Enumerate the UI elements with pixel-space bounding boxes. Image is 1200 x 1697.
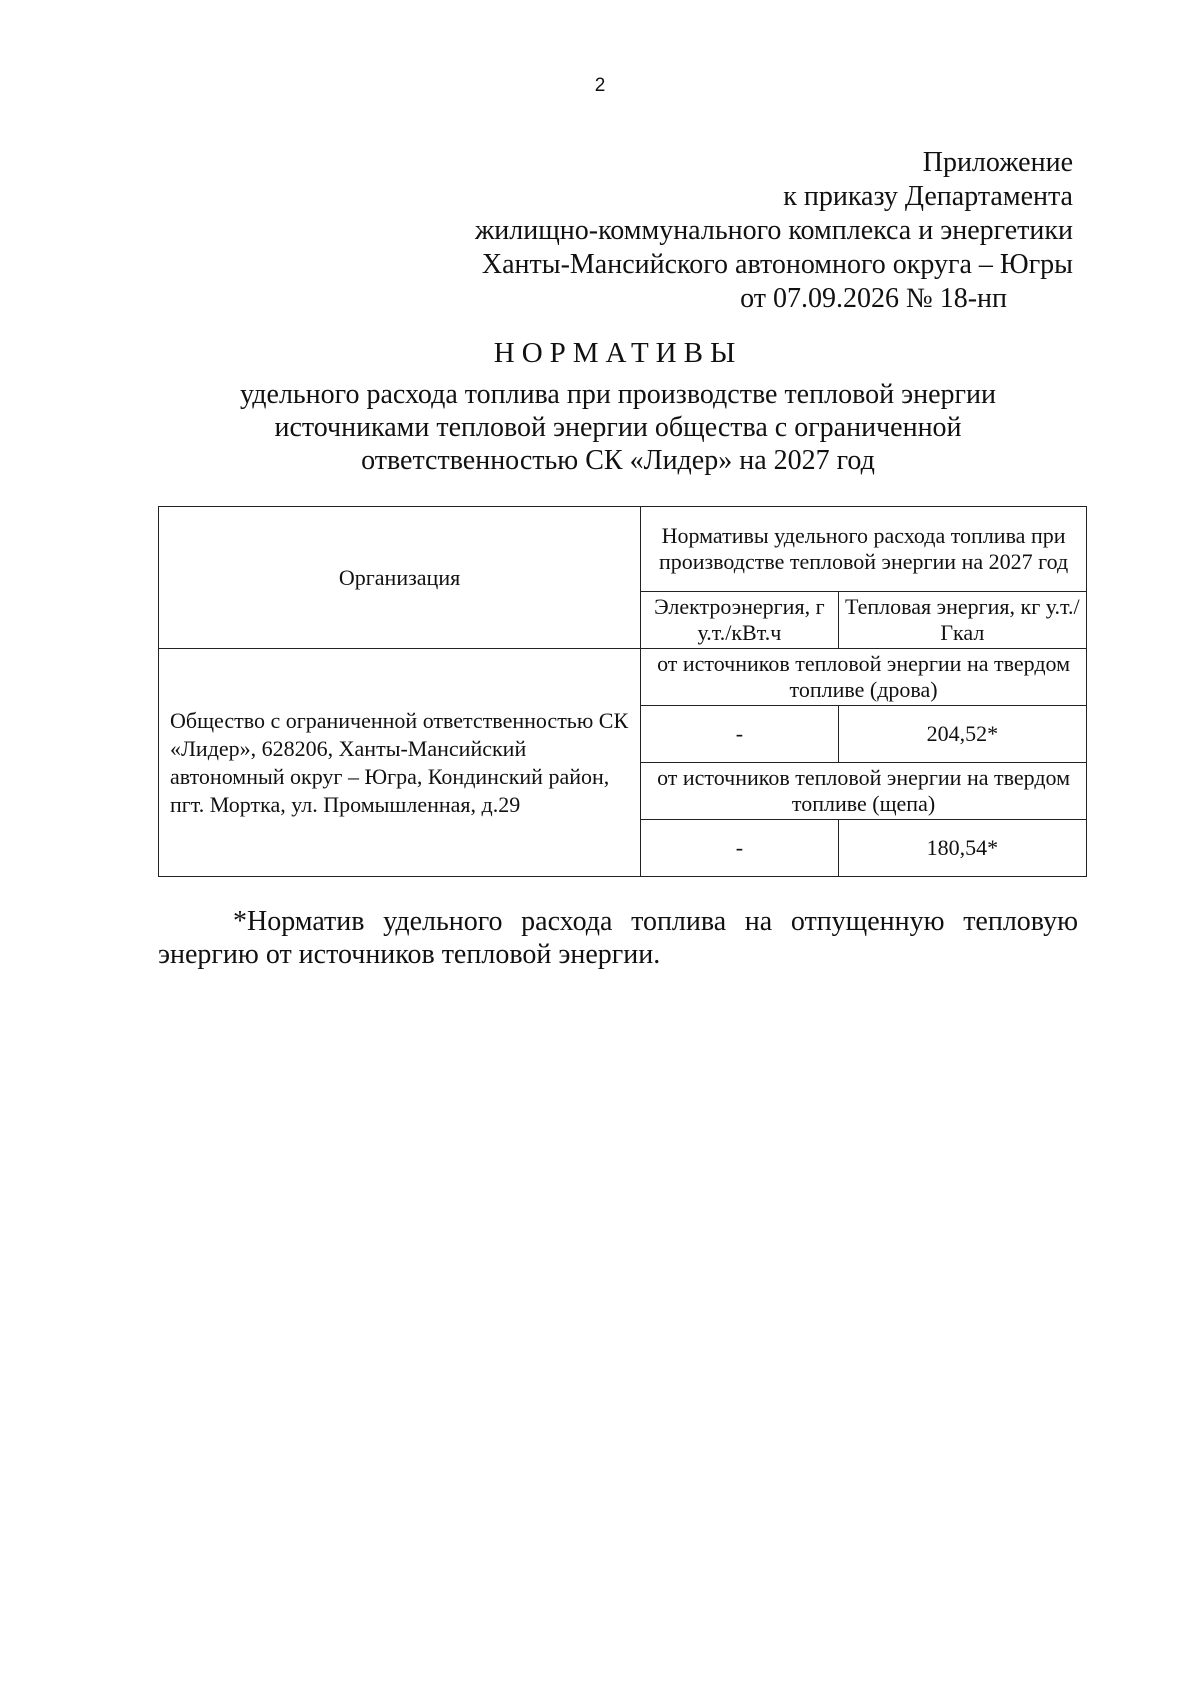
subtitle-line-3: ответственностью СК «Лидер» на 2027 год [361,445,875,476]
page-number: 2 [594,75,606,96]
header-electricity: Электроэнергия, г у.т./кВт.ч [641,592,839,649]
heat-value-firewood: 204,52* [838,706,1086,763]
document-title: НОРМАТИВЫ [493,337,743,369]
table-header-row [159,507,1087,592]
appendix-block [373,146,1073,316]
appendix-line-1: Приложение [922,147,1073,178]
subtitle-line-1: удельного расхода топлива при производстве тепловой энергии [240,379,996,410]
electricity-value-wood-chips: - [641,820,839,877]
source-label-wood-chips: от источников тепловой энергии на твердом топливе (щепа) [641,763,1087,820]
appendix-line-2: к приказу Департамента [783,181,1073,212]
appendix-line-3: жилищно-коммунального комплекса и энергетики [474,215,1073,246]
heat-value-wood-chips: 180,54* [838,820,1086,877]
electricity-value-firewood: - [641,706,839,763]
table-row [159,649,1087,706]
header-heat: Тепловая энергия, кг у.т./Гкал [838,592,1086,649]
appendix-line-4: Ханты-Мансийского автономного округа – Югры [481,249,1073,280]
header-norms: Нормативы удельного расхода топлива при производстве тепловой энергии на 2027 год [641,507,1087,592]
norms-table [158,506,1087,877]
source-label-firewood: от источников тепловой энергии на твердом топливе (дрова) [641,649,1087,706]
appendix-order-date: от 07.09.2026 № 18-нп [740,283,1007,314]
subtitle-line-2: источниками тепловой энергии общества с ограниченной [274,412,962,443]
organization-cell: Общество с ограниченной ответственностью СК «Лидер», 628206, Ханты-Мансийский автономный округ – Югра, Кондинский район, пгт. Мортка, ул. Промышленная, д.29 [159,649,641,877]
header-organization: Организация [159,507,641,649]
document-subtitle [0,378,1200,477]
footnote: *Норматив удельного расхода топлива на отпущенную тепловую энергию от источников тепловой энергии. [158,906,1078,970]
